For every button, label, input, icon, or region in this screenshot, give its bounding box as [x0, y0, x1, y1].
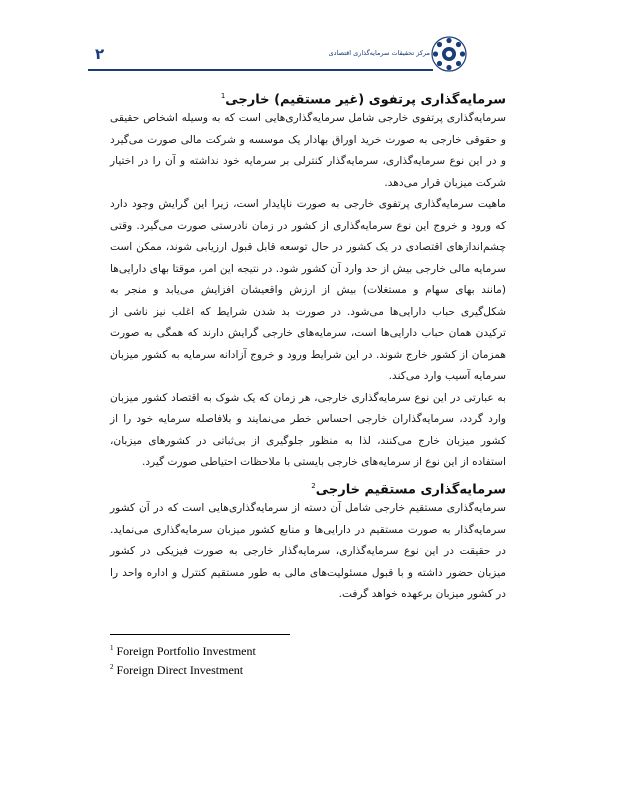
- paragraph: سرمایه‌گذاری مستقیم خارجی شامل آن دسته از سرمایه‌گذاری‌هایی است که در آن کشور سرمایه‌گذار به صورت مستقیم در دارایی‌ها و منابع کشور میزبان سرمایه‌گذاری می‌نماید. در حقیقت در این نوع سرمایه‌گذاری، سرمایه‌گذار خارجی به صورت فیزیکی در کشور میزبان حضور داشته و با قبول مسئولیت‌های مالی به طور مستقیم کنترل و اداره واحد را در کشور میزبان برعهده خواهد گرفت.: [110, 502, 506, 601]
- footnote: $^2$ Foreign Direct Investment: [110, 663, 244, 677]
- page-number: ۲: [95, 45, 105, 63]
- footnote-ref: 1: [220, 92, 226, 100]
- section-title: سرمایه‌گذاری پرتفوی (غیر مستقیم) خارجی$^1$: [220, 92, 506, 108]
- paragraph: ماهیت سرمایه‌گذاری پرتفوی خارجی به صورت ناپایدار است، زیرا این گرایش وجود دارد که ورود و خروج این نوع سرمایه‌گذاری از کشور در زمان نادرستی صورت می‌گیرد. وقتی چشم‌اندازهای اقتصادی در یک کشور در حال توسعه قابل قبول ارزیابی شوند، ممکن است سرمایه مالی خارجی بیش از حد وارد آن کشور شود. در نتیجه این امر، موقتا بهای دارایی‌ها (مانند بهای سهام و مستغلات) بیش از ارزش واقعیشان افزایش می‌یابد و منجر به شکل‌گیری حباب دارایی‌ها می‌شود. در صورت بد شدن شرایط که اغلب نیز ناشی از ترکیدن همان حباب دارایی‌ها است، سرمایه‌های خارجی گرایش دارند که همگی به صورت همزمان از کشور خارج شوند. در این شرایط ورود و خروج آزادانه سرمایه به کشور میزبان سرمایه آسیب وارد می‌کند.: [110, 198, 506, 383]
- organization-logo-icon: [431, 36, 467, 72]
- paragraph: سرمایه‌گذاری پرتفوی خارجی شامل سرمایه‌گذاری‌هایی است که به وسیله اشخاص حقیقی و حقوقی خارجی به صورت خرید اوراق بهادار یک موسسه و شرکت مالی صورت می‌گیرد و در این نوع سرمایه‌گذاری، سرمایه‌گذار کنترلی بر سرمایه خود نداشته و آن را در اختیار شرکت میزبان قرار می‌دهد.: [110, 112, 506, 189]
- header-rule: [88, 69, 433, 71]
- footnote-separator: [110, 634, 290, 635]
- paragraph: به عبارتی در این نوع سرمایه‌گذاری خارجی، هر زمان که یک شوک به اقتصاد کشور میزبان وارد گردد، سرمایه‌گذاران خارجی احساس خطر می‌نمایند و بلافاصله سرمایه خود را از کشور میزبان خارج می‌کنند، لذا به منظور جلوگیری از بی‌ثباتی در کشورهای میزبان، استفاده از این نوع از سرمایه‌های خارجی بایستی با ملاحظات احتیاطی صورت گیرد.: [110, 391, 506, 469]
- footnote-ref: 2: [311, 482, 316, 490]
- section-title: سرمایه‌گذاری مستقیم خارجی$^2$: [311, 482, 506, 498]
- section-portfolio-investment: [110, 92, 506, 474]
- section-direct-investment: [110, 482, 506, 606]
- page-header: [88, 36, 471, 76]
- footnotes: [110, 640, 256, 678]
- organization-name: مرکز تحقیقات سرمایه‌گذاری اقتصادی: [328, 49, 430, 57]
- footnote: $^1$ Foreign Portfolio Investment: [110, 644, 256, 658]
